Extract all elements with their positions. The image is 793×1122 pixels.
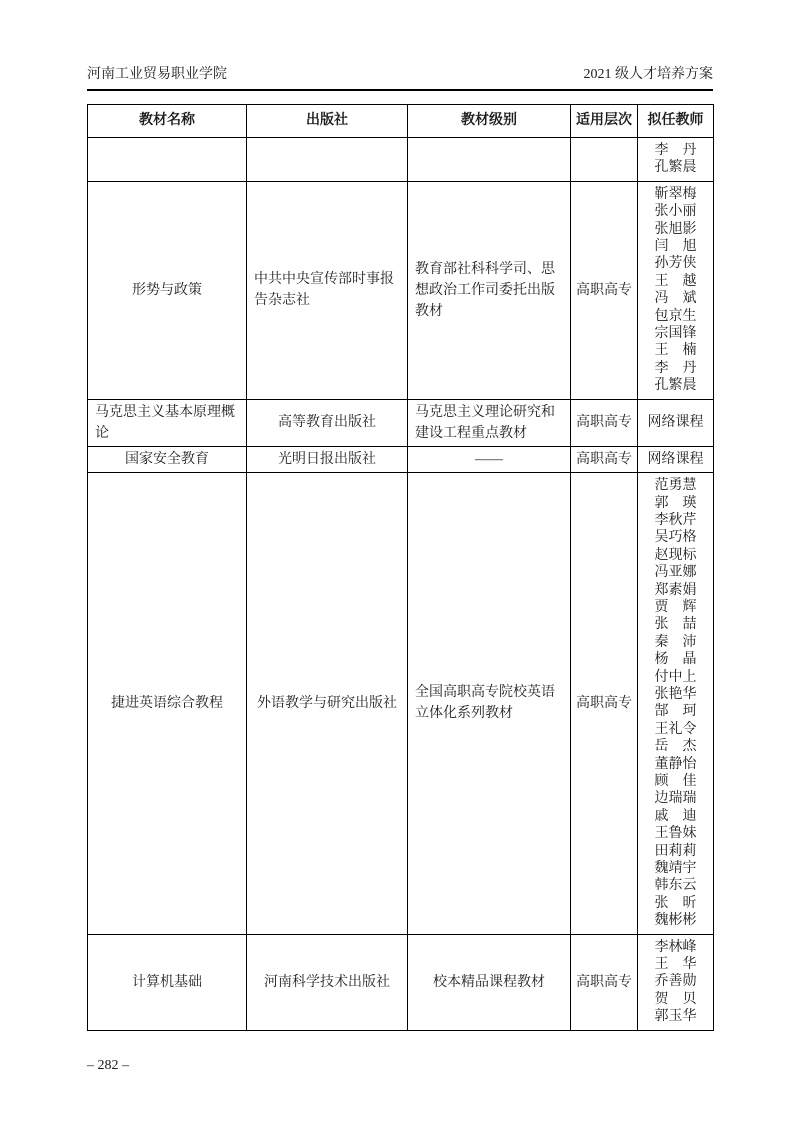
layer-cell: 高职高专 xyxy=(571,934,638,1030)
publisher-cell xyxy=(247,138,408,182)
table-header-row xyxy=(88,105,714,138)
teachers-cell xyxy=(638,399,714,446)
teacher-name: 王 越 xyxy=(654,273,697,289)
teacher-name: 董静怡 xyxy=(654,756,697,772)
teacher-name: 李林峰 xyxy=(654,939,697,955)
teacher-name: 王 华 xyxy=(654,957,697,973)
teacher-name: 网络课程 xyxy=(647,451,704,467)
teacher-name: 张 喆 xyxy=(654,617,697,633)
column-header: 教材级别 xyxy=(408,105,571,138)
document-header xyxy=(87,0,713,91)
teachers-cell xyxy=(638,473,714,935)
column-header: 出版社 xyxy=(247,105,408,138)
level-cell: —— xyxy=(408,446,571,472)
teachers-cell xyxy=(638,934,714,1030)
teacher-name: 魏靖宇 xyxy=(654,861,697,877)
name-cell: 国家安全教育 xyxy=(88,446,247,472)
teacher-name: 王 楠 xyxy=(654,343,697,359)
teacher-name: 郭 瑛 xyxy=(654,495,697,511)
teacher-name: 郜 珂 xyxy=(654,704,697,720)
teacher-name: 张小丽 xyxy=(654,204,697,220)
teacher-name: 宗国锋 xyxy=(654,326,697,342)
teacher-name: 吴巧格 xyxy=(654,530,697,546)
teachers-cell xyxy=(638,181,714,399)
column-header: 教材名称 xyxy=(88,105,247,138)
column-header: 拟任教师 xyxy=(638,105,714,138)
table-row xyxy=(88,473,714,935)
layer-cell xyxy=(571,138,638,182)
teachers-cell xyxy=(638,446,714,472)
teacher-name: 戚 迪 xyxy=(654,808,697,824)
publisher-cell: 外语教学与研究出版社 xyxy=(247,473,408,935)
teacher-name: 韩东云 xyxy=(654,878,697,894)
publisher-cell: 高等教育出版社 xyxy=(247,399,408,446)
teacher-name: 冯亚娜 xyxy=(654,565,697,581)
teacher-name: 田莉莉 xyxy=(654,843,697,859)
teacher-name: 杨 晶 xyxy=(654,652,697,668)
teacher-name: 冯 斌 xyxy=(654,291,697,307)
teacher-name: 李 丹 xyxy=(654,360,697,376)
level-cell: 马克思主义理论研究和建设工程重点教材 xyxy=(408,399,571,446)
teacher-name: 秦 沛 xyxy=(654,634,697,650)
name-cell: 计算机基础 xyxy=(88,934,247,1030)
school-name: 河南工业贸易职业学院 xyxy=(87,67,227,82)
layer-cell: 高职高专 xyxy=(571,446,638,472)
table-row xyxy=(88,138,714,182)
teacher-name: 网络课程 xyxy=(647,414,704,430)
table-body xyxy=(88,138,714,1031)
teacher-name: 付中上 xyxy=(654,669,697,685)
level-cell: 全国高职高专院校英语立体化系列教材 xyxy=(408,473,571,935)
teacher-name: 李 丹 xyxy=(654,143,697,158)
teacher-name: 李秋芹 xyxy=(654,512,697,528)
teacher-name: 靳翠梅 xyxy=(654,186,697,202)
teacher-name: 张艳华 xyxy=(654,686,697,702)
teacher-name: 张 昕 xyxy=(654,895,697,911)
teacher-name: 孔繁晨 xyxy=(654,378,697,394)
teacher-name: 边瑞瑞 xyxy=(654,791,697,807)
teacher-name: 范勇慧 xyxy=(654,478,697,494)
teacher-name: 包京生 xyxy=(654,308,697,324)
teacher-name: 郑素娟 xyxy=(654,582,697,598)
table-row xyxy=(88,446,714,472)
teacher-name: 岳 杰 xyxy=(654,739,697,755)
name-cell: 捷进英语综合教程 xyxy=(88,473,247,935)
textbook-table xyxy=(87,104,714,1031)
teacher-name: 孔繁晨 xyxy=(654,160,697,176)
teacher-name: 贾 辉 xyxy=(654,599,697,615)
table-row xyxy=(88,399,714,446)
level-cell xyxy=(408,138,571,182)
teacher-name: 王鲁妹 xyxy=(654,826,697,842)
plan-title: 2021 级人才培养方案 xyxy=(583,67,713,82)
teachers-cell xyxy=(638,138,714,182)
layer-cell: 高职高专 xyxy=(571,181,638,399)
teacher-name: 贺 贝 xyxy=(654,991,697,1007)
column-header: 适用层次 xyxy=(571,105,638,138)
name-cell xyxy=(88,138,247,182)
layer-cell: 高职高专 xyxy=(571,473,638,935)
name-cell: 马克思主义基本原理概论 xyxy=(88,399,247,446)
teacher-name: 闫 旭 xyxy=(654,239,697,255)
publisher-cell: 河南科学技术出版社 xyxy=(247,934,408,1030)
teacher-name: 顾 佳 xyxy=(654,774,697,789)
teacher-name: 张旭影 xyxy=(654,221,697,237)
name-cell: 形势与政策 xyxy=(88,181,247,399)
publisher-cell: 光明日报出版社 xyxy=(247,446,408,472)
level-cell: 教育部社科科学司、思想政治工作司委托出版教材 xyxy=(408,181,571,399)
level-cell: 校本精品课程教材 xyxy=(408,934,571,1030)
layer-cell: 高职高专 xyxy=(571,399,638,446)
page-number: – 282 – xyxy=(87,1057,129,1073)
table-row xyxy=(88,934,714,1030)
publisher-cell: 中共中央宣传部时事报告杂志社 xyxy=(247,181,408,399)
teacher-name: 孙芳侠 xyxy=(654,256,697,272)
table-row xyxy=(88,181,714,399)
teacher-name: 王礼令 xyxy=(654,721,697,737)
teacher-name: 郭玉华 xyxy=(654,1009,697,1025)
teacher-name: 魏彬彬 xyxy=(654,913,697,929)
teacher-name: 乔善勋 xyxy=(654,974,697,990)
teacher-name: 赵现标 xyxy=(654,547,697,563)
